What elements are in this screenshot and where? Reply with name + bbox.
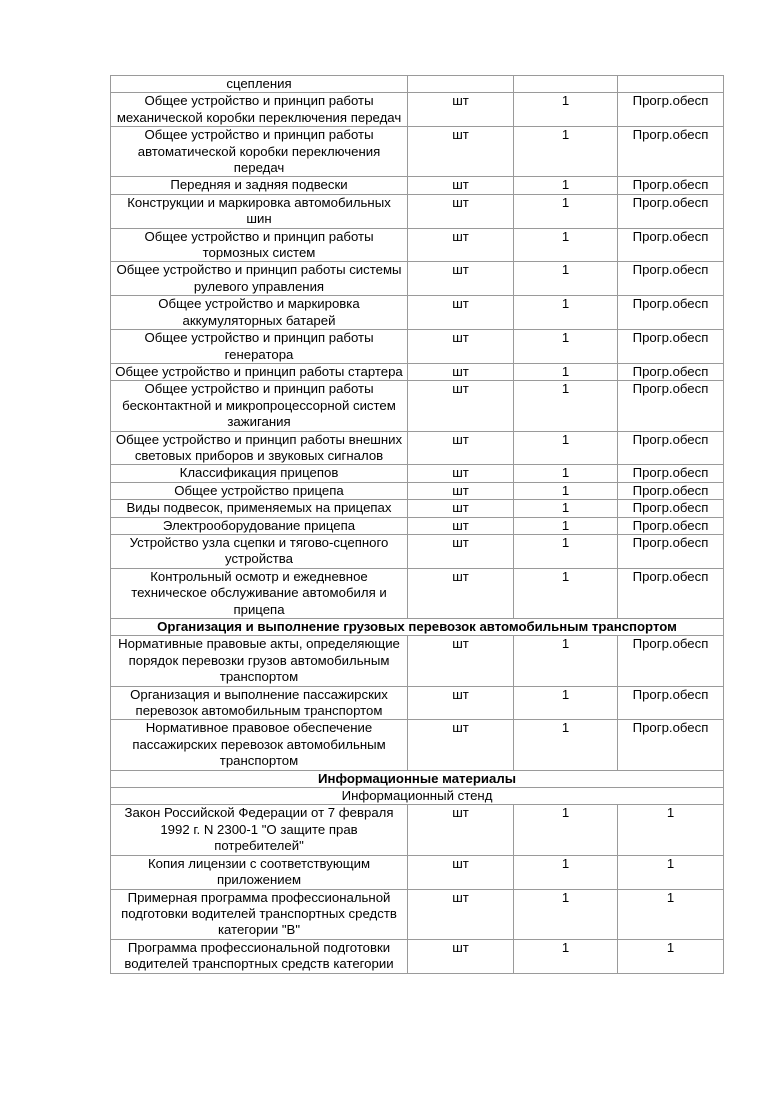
table-row [111,517,724,534]
section-header-row [111,770,724,787]
quantity-cell: 1 [514,177,618,194]
section-header-row [111,619,724,636]
quantity-cell: 1 [514,363,618,380]
table-body [111,76,724,974]
table-row [111,296,724,330]
note-cell: Прогр.обесп [618,194,724,228]
unit-cell: шт [408,517,514,534]
note-cell: Прогр.обесп [618,636,724,686]
note-cell: Прогр.обесп [618,177,724,194]
unit-cell: шт [408,381,514,431]
note-cell: 1 [618,855,724,889]
subsection-header-row [111,788,724,805]
unit-cell: шт [408,482,514,499]
item-name-cell: Общее устройство и принцип работы механической коробки переключения передач [111,93,408,127]
unit-cell: шт [408,534,514,568]
unit-cell: шт [408,177,514,194]
unit-cell: шт [408,636,514,686]
table-row [111,177,724,194]
item-name-cell: Закон Российской Федерации от 7 февраля 1992 г. N 2300-1 "О защите прав потребителей" [111,805,408,855]
item-name-cell: Общее устройство и принцип работы генератора [111,330,408,364]
note-cell: Прогр.обесп [618,465,724,482]
note-cell: Прогр.обесп [618,686,724,720]
note-cell: Прогр.обесп [618,482,724,499]
unit-cell: шт [408,686,514,720]
item-name-cell: Нормативное правовое обеспечение пассажирских перевозок автомобильным транспортом [111,720,408,770]
unit-cell: шт [408,363,514,380]
table-row [111,93,724,127]
table-row [111,500,724,517]
table-row [111,381,724,431]
table-row [111,262,724,296]
quantity-cell: 1 [514,431,618,465]
table-row [111,431,724,465]
note-cell: Прогр.обесп [618,534,724,568]
unit-cell: шт [408,889,514,939]
quantity-cell: 1 [514,330,618,364]
table-row [111,127,724,177]
equipment-table [110,75,724,974]
quantity-cell: 1 [514,636,618,686]
unit-cell: шт [408,127,514,177]
item-name-cell: сцепления [111,76,408,93]
unit-cell: шт [408,93,514,127]
table-row [111,330,724,364]
quantity-cell: 1 [514,517,618,534]
section-title: Информационные материалы [111,770,724,787]
item-name-cell: Классификация прицепов [111,465,408,482]
quantity-cell: 1 [514,939,618,973]
note-cell [618,76,724,93]
item-name-cell: Контрольный осмотр и ежедневное техническое обслуживание автомобиля и прицепа [111,568,408,618]
item-name-cell: Виды подвесок, применяемых на прицепах [111,500,408,517]
note-cell: Прогр.обесп [618,93,724,127]
quantity-cell: 1 [514,296,618,330]
note-cell: 1 [618,939,724,973]
item-name-cell: Конструкции и маркировка автомобильных шин [111,194,408,228]
note-cell: Прогр.обесп [618,500,724,517]
item-name-cell: Общее устройство и принцип работы бесконтактной и микропроцессорной систем зажигания [111,381,408,431]
quantity-cell: 1 [514,262,618,296]
note-cell: Прогр.обесп [618,431,724,465]
item-name-cell: Примерная программа профессиональной подготовки водителей транспортных средств категории "B" [111,889,408,939]
unit-cell: шт [408,330,514,364]
section-title: Организация и выполнение грузовых перевозок автомобильным транспортом [111,619,724,636]
unit-cell: шт [408,939,514,973]
table-row [111,720,724,770]
quantity-cell: 1 [514,93,618,127]
unit-cell: шт [408,500,514,517]
note-cell: 1 [618,805,724,855]
quantity-cell: 1 [514,720,618,770]
table-row [111,939,724,973]
item-name-cell: Копия лицензии с соответствующим приложением [111,855,408,889]
table-row [111,228,724,262]
quantity-cell [514,76,618,93]
unit-cell: шт [408,431,514,465]
item-name-cell: Общее устройство и принцип работы внешних световых приборов и звуковых сигналов [111,431,408,465]
quantity-cell: 1 [514,889,618,939]
table-row [111,534,724,568]
quantity-cell: 1 [514,805,618,855]
note-cell: Прогр.обесп [618,127,724,177]
note-cell: Прогр.обесп [618,330,724,364]
table-row [111,805,724,855]
unit-cell: шт [408,720,514,770]
table-row [111,636,724,686]
item-name-cell: Общее устройство и принцип работы системы рулевого управления [111,262,408,296]
item-name-cell: Передняя и задняя подвески [111,177,408,194]
note-cell: Прогр.обесп [618,363,724,380]
note-cell: Прогр.обесп [618,228,724,262]
item-name-cell: Нормативные правовые акты, определяющие порядок перевозки грузов автомобильным транспортом [111,636,408,686]
unit-cell: шт [408,855,514,889]
item-name-cell: Общее устройство и маркировка аккумуляторных батарей [111,296,408,330]
unit-cell: шт [408,568,514,618]
unit-cell: шт [408,262,514,296]
table-row [111,686,724,720]
quantity-cell: 1 [514,194,618,228]
unit-cell [408,76,514,93]
item-name-cell: Программа профессиональной подготовки водителей транспортных средств категории [111,939,408,973]
quantity-cell: 1 [514,534,618,568]
note-cell: Прогр.обесп [618,517,724,534]
quantity-cell: 1 [514,465,618,482]
quantity-cell: 1 [514,381,618,431]
subsection-title: Информационный стенд [111,788,724,805]
item-name-cell: Общее устройство и принцип работы стартера [111,363,408,380]
note-cell: Прогр.обесп [618,262,724,296]
table-row [111,194,724,228]
table-row [111,889,724,939]
quantity-cell: 1 [514,228,618,262]
quantity-cell: 1 [514,500,618,517]
item-name-cell: Общее устройство прицепа [111,482,408,499]
item-name-cell: Организация и выполнение пассажирских перевозок автомобильным транспортом [111,686,408,720]
unit-cell: шт [408,296,514,330]
quantity-cell: 1 [514,482,618,499]
table-row [111,568,724,618]
table-row [111,76,724,93]
item-name-cell: Общее устройство и принцип работы тормозных систем [111,228,408,262]
table-row [111,363,724,380]
note-cell: Прогр.обесп [618,381,724,431]
note-cell: Прогр.обесп [618,720,724,770]
item-name-cell: Общее устройство и принцип работы автоматической коробки переключения передач [111,127,408,177]
note-cell: Прогр.обесп [618,568,724,618]
table-row [111,465,724,482]
note-cell: Прогр.обесп [618,296,724,330]
note-cell: 1 [618,889,724,939]
unit-cell: шт [408,465,514,482]
unit-cell: шт [408,228,514,262]
quantity-cell: 1 [514,686,618,720]
item-name-cell: Устройство узла сцепки и тягово-сцепного устройства [111,534,408,568]
quantity-cell: 1 [514,127,618,177]
table-row [111,855,724,889]
quantity-cell: 1 [514,568,618,618]
table-row [111,482,724,499]
quantity-cell: 1 [514,855,618,889]
item-name-cell: Электрооборудование прицепа [111,517,408,534]
unit-cell: шт [408,805,514,855]
unit-cell: шт [408,194,514,228]
